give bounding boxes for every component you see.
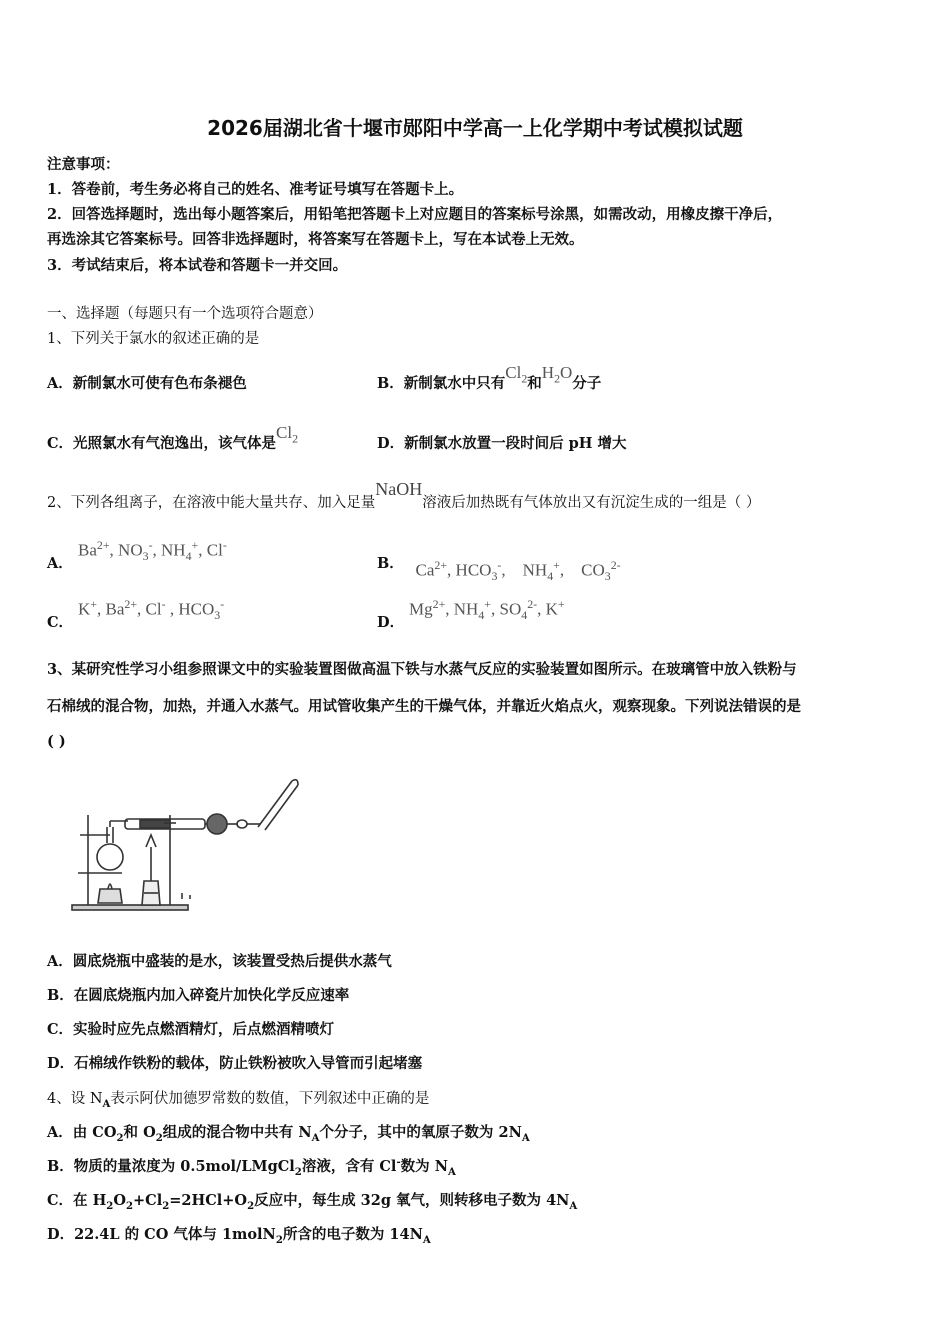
iron-powder [140, 820, 170, 828]
q2-option-c-ions: K+, $Ba^{2+}$, Cl- , $HCO_3^-$ [78, 597, 225, 623]
q2-option-a-ions: $Ba^{2+}$, $NO_3^-$, $NH_4^+$, Cl- [78, 538, 227, 564]
q3-option-b: B．在圆底烧瓶内加入碎瓷片加快化学反应速率 [47, 987, 350, 1004]
notice-item-2-cont: 再选涂其它答案标号。回答非选择题时，将答案写在答题卡上，写在本试卷上无效。 [47, 231, 584, 248]
q3-stem-line-2: 石棉绒的混合物，加热，并通入水蒸气。用试管收集产生的干燥气体，并靠近火焰点火，观察现象。下列说法错误的是 [47, 698, 801, 715]
q2-label-d: D． [377, 614, 405, 631]
q3-option-d: D．石棉绒作铁粉的载体，防止铁粉被吹入导管而引起堵塞 [47, 1055, 423, 1072]
q4-option-c: C．在 $H_2O_2+Cl_2=2HCl+O_2$反应中，每生成 32g 氧气，则转移电子数为 $4N_A$ [47, 1192, 578, 1212]
notice-item-1: 1．答卷前，考生务必将自己的姓名、准考证号填写在答题卡上。 [47, 181, 464, 198]
q3-option-c: C．实验时应先点燃酒精灯，后点燃酒精喷灯 [47, 1021, 335, 1038]
q1-option-c: C．光照氯水有气泡逸出，该气体是$Cl_2$ [47, 423, 299, 452]
q2-stem: 2、下列各组离子，在溶液中能大量共存、加入足量NaOH溶液后加热既有气体放出又有沉淀生成的一组是（ ） [47, 479, 761, 511]
q4-option-a: A．由 $CO_2$和 $O_2$组成的混合物中共有 $N_A$个分子，其中的氧原子数为 $2N_A$ [47, 1124, 530, 1144]
section-heading: 一、选择题（每题只有一个选项符合题意） [47, 306, 323, 322]
drying-tube [207, 814, 227, 834]
q1-option-d: D．新制氯水放置一段时间后 pH 增大 [377, 435, 627, 452]
notice-heading: 注意事项： [47, 156, 120, 173]
page-title: 2026届湖北省十堰市郧阳中学高一上化学期中考试模拟试题 [207, 116, 743, 140]
q4-stem: 4、设 $N_A$表示阿伏加德罗常数的数值，下列叙述中正确的是 [47, 1091, 430, 1110]
alcohol-lamp [98, 889, 122, 903]
q4-option-b: B．物质的量浓度为 0.5mol/LMgCl$_2$溶液，含有 Cl-数为 $N_A$ [47, 1156, 456, 1178]
diagram-base [72, 905, 188, 910]
q2-label-a: A． [47, 555, 73, 572]
notice-item-3: 3．考试结束后，将本试卷和答题卡一并交回。 [47, 257, 348, 274]
q4-option-d: D．22.4L 的 CO 气体与 1molN$_2$所含的电子数为 $14N_A$ [47, 1226, 431, 1246]
q3-stem-line-1: 3、某研究性学习小组参照课文中的实验装置图做高温下铁与水蒸气反应的实验装置如图所示。在玻璃管中放入铁粉与 [47, 661, 797, 678]
q1-option-a: A．新制氯水可使有色布条褪色 [47, 375, 247, 392]
q1-stem: 1、下列关于氯水的叙述正确的是 [47, 331, 260, 347]
q1-option-b: B．新制氯水中只有$Cl_2$和$H_2O$分子 [377, 363, 602, 392]
notice-item-2: 2．回答选择题时，选出每小题答案后，用铅笔把答题卡上对应题目的答案标号涂黑，如需改动，用橡皮擦干净后， [47, 206, 783, 223]
q2-option-b-ions: $Ca^{2+}$, $HCO_3^-$, $NH_4^+$, $CO_3^{2-}$ [415, 558, 621, 584]
round-flask [97, 844, 123, 870]
q3-stem-line-3: ( ) [47, 733, 66, 750]
q2-option-d-ions: $Mg^{2+}$, $NH_4^+$, $SO_4^{2-}$, K+ [409, 597, 565, 623]
apparatus-diagram [70, 775, 305, 915]
q2-label-c: C． [47, 614, 74, 631]
test-tube [258, 781, 292, 827]
q2-label-b: B． [377, 555, 404, 572]
q3-option-a: A．圆底烧瓶中盛装的是水，该装置受热后提供水蒸气 [47, 953, 392, 970]
